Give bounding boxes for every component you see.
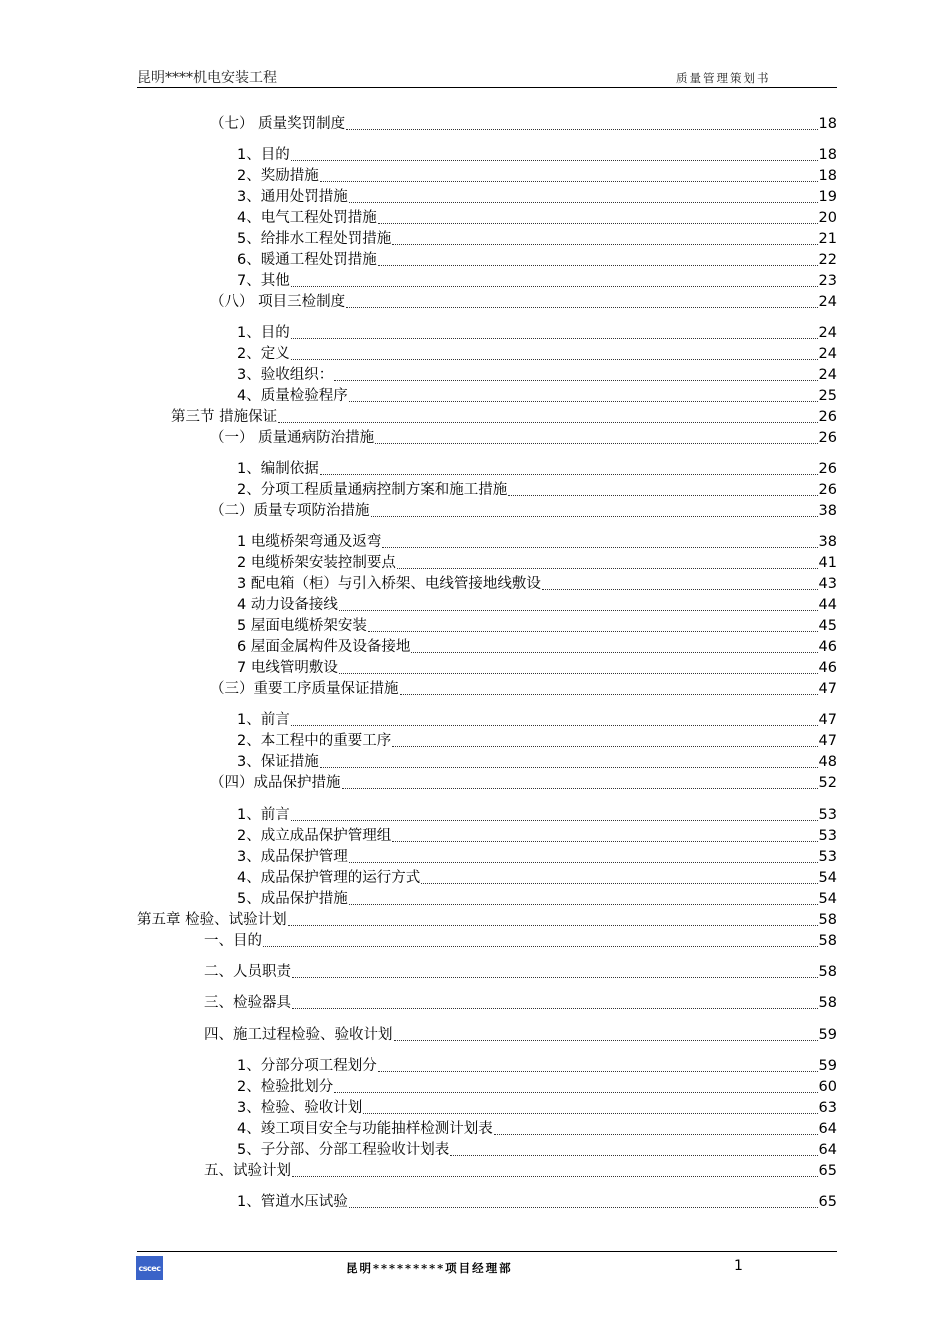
toc-entry-title: （八） 项目三检制度: [210, 294, 346, 310]
toc-leader-dots: [378, 222, 818, 224]
toc-leader-dots: [378, 264, 818, 266]
toc-entry: [237, 1140, 837, 1161]
toc-entry-title: 2 电缆桥架安装控制要点: [237, 555, 396, 571]
toc-entry-title: 3、成品保护管理: [237, 849, 348, 865]
toc-entry-title: 3、保证措施: [237, 754, 319, 770]
toc-leader-dots: [320, 473, 818, 475]
toc-leader-dots: [494, 1133, 818, 1135]
toc-entry-page: 65: [818, 1163, 837, 1179]
toc-leader-dots: [382, 546, 817, 548]
toc-entry-title: （一） 质量通病防治措施: [210, 430, 375, 446]
toc-leader-dots: [411, 651, 817, 653]
toc-entry-title: 2、检验批划分: [237, 1079, 334, 1095]
toc-entry-page: 26: [818, 461, 837, 477]
toc-entry: [210, 292, 837, 313]
toc-leader-dots: [291, 285, 818, 287]
toc-entry-page: 18: [818, 147, 837, 163]
toc-entry-title: 7 电线管明敷设: [237, 660, 338, 676]
toc-entry-page: 26: [818, 482, 837, 498]
toc-leader-dots: [349, 201, 818, 203]
toc-entry: [237, 459, 837, 480]
toc-entry: [237, 847, 837, 868]
toc-leader-dots: [278, 421, 817, 423]
toc-entry-title: 3、通用处罚措施: [237, 189, 348, 205]
toc-leader-dots: [339, 609, 818, 611]
toc-entry-page: 47: [818, 733, 837, 749]
toc-entry-title: 3、检验、验收计划: [237, 1100, 363, 1116]
toc-entry-page: 64: [818, 1121, 837, 1137]
toc-leader-dots: [291, 358, 818, 360]
toc-entry: [237, 344, 837, 365]
toc-entry-title: 3 配电箱（柜）与引入桥架、电线管接地线敷设: [237, 576, 541, 592]
toc-leader-dots: [291, 337, 818, 339]
toc-entry-title: 五、试验计划: [204, 1163, 291, 1179]
toc-entry-page: 41: [818, 555, 837, 571]
toc-leader-dots: [363, 1112, 817, 1114]
toc-leader-dots: [400, 693, 818, 695]
toc-entry-title: 2、成立成品保护管理组: [237, 828, 392, 844]
toc-entry-title: 4、电气工程处罚措施: [237, 210, 377, 226]
toc-leader-dots: [368, 630, 818, 632]
toc-entry: [237, 731, 837, 752]
toc-entry-page: 18: [818, 116, 837, 132]
toc-entry-page: 26: [818, 430, 837, 446]
toc-entry-title: 第五章 检验、试验计划: [137, 912, 287, 928]
toc-entry: [204, 993, 837, 1014]
toc-entry-title: 第三节 措施保证: [171, 409, 278, 425]
toc-leader-dots: [375, 442, 817, 444]
toc-entry-page: 48: [818, 754, 837, 770]
toc-entry-page: 54: [818, 891, 837, 907]
page-number: 1: [734, 1258, 743, 1274]
toc-entry: [237, 658, 837, 679]
toc-leader-dots: [291, 724, 818, 726]
toc-entry-title: 5、给排水工程处罚措施: [237, 231, 392, 247]
toc-entry-title: （二）质量专项防治措施: [210, 503, 370, 519]
toc-leader-dots: [542, 588, 818, 590]
toc-leader-dots: [263, 945, 818, 947]
toc-entry-page: 64: [818, 1142, 837, 1158]
toc-leader-dots: [371, 515, 818, 517]
toc-entry-title: （七） 质量奖罚制度: [210, 116, 346, 132]
toc-leader-dots: [292, 1007, 818, 1009]
toc-entry-page: 52: [818, 775, 837, 791]
toc-entry: [237, 271, 837, 292]
toc-entry-title: （四）成品保护措施: [210, 775, 341, 791]
toc-entry-title: 2、奖励措施: [237, 168, 319, 184]
toc-entry-title: 1、管道水压试验: [237, 1194, 348, 1210]
toc-entry-title: 1、编制依据: [237, 461, 319, 477]
toc-leader-dots: [378, 1070, 818, 1072]
toc-entry-page: 24: [818, 294, 837, 310]
toc-entry-page: 60: [818, 1079, 837, 1095]
toc-entry-title: 2、分项工程质量通病控制方案和施工措施: [237, 482, 508, 498]
toc-entry-page: 53: [818, 807, 837, 823]
toc-entry: [210, 114, 837, 135]
toc-entry: [237, 1098, 837, 1119]
toc-leader-dots: [342, 787, 818, 789]
toc-entry-page: 63: [818, 1100, 837, 1116]
toc-entry-page: 53: [818, 849, 837, 865]
toc-leader-dots: [334, 379, 817, 381]
toc-entry-page: 25: [818, 388, 837, 404]
toc-entry: [210, 428, 837, 449]
toc-entry: [204, 931, 837, 952]
toc-entry-title: 5、子分部、分部工程验收计划表: [237, 1142, 450, 1158]
toc-leader-dots: [392, 745, 817, 747]
toc-entry: [237, 229, 837, 250]
toc-leader-dots: [346, 128, 817, 130]
toc-leader-dots: [320, 766, 818, 768]
toc-entry-title: 1、分部分项工程划分: [237, 1058, 377, 1074]
toc-entry-page: 23: [818, 273, 837, 289]
toc-entry: [237, 868, 837, 889]
toc-leader-dots: [349, 400, 818, 402]
toc-entry-title: 4、成品保护管理的运行方式: [237, 870, 421, 886]
toc-entry-page: 38: [818, 503, 837, 519]
toc-entry: [237, 1119, 837, 1140]
toc-leader-dots: [320, 180, 818, 182]
toc-entry-page: 43: [818, 576, 837, 592]
toc-entry: [237, 889, 837, 910]
toc-entry-page: 54: [818, 870, 837, 886]
toc-entry-page: 22: [818, 252, 837, 268]
toc-entry: [237, 574, 837, 595]
toc-entry-title: 1、目的: [237, 325, 290, 341]
toc-leader-dots: [292, 1175, 818, 1177]
toc-entry-title: 三、检验器具: [204, 995, 291, 1011]
toc-entry-page: 21: [818, 231, 837, 247]
toc-leader-dots: [349, 1206, 818, 1208]
toc-entry-page: 58: [818, 912, 837, 928]
toc-entry-title: 3、验收组织：: [237, 367, 334, 383]
toc-leader-dots: [349, 861, 818, 863]
toc-entry-page: 53: [818, 828, 837, 844]
toc-entry-title: 1、前言: [237, 712, 290, 728]
toc-entry-title: 4、质量检验程序: [237, 388, 348, 404]
toc-entry-title: 6、暖通工程处罚措施: [237, 252, 377, 268]
toc-entry-title: 5 屋面电缆桥架安装: [237, 618, 367, 634]
toc-entry: [237, 187, 837, 208]
toc-entry-page: 44: [818, 597, 837, 613]
toc-entry-page: 45: [818, 618, 837, 634]
toc-entry: [137, 910, 837, 931]
toc-entry-page: 24: [818, 367, 837, 383]
footer-divider: [137, 1251, 837, 1252]
toc-leader-dots: [397, 567, 818, 569]
toc-entry: [237, 1077, 837, 1098]
toc-entry-page: 19: [818, 189, 837, 205]
toc-leader-dots: [392, 840, 817, 842]
toc-entry: [237, 616, 837, 637]
toc-entry: [204, 1161, 837, 1182]
toc-entry: [204, 1025, 837, 1046]
toc-entry-page: 26: [818, 409, 837, 425]
toc-entry-page: 46: [818, 660, 837, 676]
toc-entry: [237, 1056, 837, 1077]
toc-leader-dots: [450, 1154, 817, 1156]
toc-entry-page: 24: [818, 346, 837, 362]
toc-entry: [237, 480, 837, 501]
toc-entry: [237, 386, 837, 407]
toc-leader-dots: [334, 1091, 817, 1093]
toc-entry-page: 20: [818, 210, 837, 226]
toc-leader-dots: [349, 903, 818, 905]
header-doc-title: 质量管理策划书: [676, 71, 771, 85]
toc-leader-dots: [291, 159, 818, 161]
toc-entry-title: 4、竣工项目安全与功能抽样检测计划表: [237, 1121, 493, 1137]
toc-entry-page: 47: [818, 712, 837, 728]
toc-entry: [237, 365, 837, 386]
toc-entry-page: 59: [818, 1058, 837, 1074]
toc-entry-title: 1、目的: [237, 147, 290, 163]
toc-entry-page: 18: [818, 168, 837, 184]
toc-entry-page: 58: [818, 995, 837, 1011]
toc-entry: [210, 501, 837, 522]
toc-entry: [237, 166, 837, 187]
toc-entry-page: 24: [818, 325, 837, 341]
header-project-name: 昆明****机电安装工程: [137, 70, 277, 86]
toc-entry-page: 58: [818, 933, 837, 949]
toc-entry: [171, 407, 837, 428]
toc-leader-dots: [292, 976, 818, 978]
toc-leader-dots: [421, 882, 817, 884]
toc-entry-page: 47: [818, 681, 837, 697]
toc-entry: [237, 323, 837, 344]
toc-entry: [237, 826, 837, 847]
toc-entry-title: 四、施工过程检验、验收计划: [204, 1027, 393, 1043]
toc-entry: [237, 208, 837, 229]
toc-leader-dots: [288, 924, 818, 926]
toc-leader-dots: [392, 243, 817, 245]
toc-entry: [237, 637, 837, 658]
toc-entry: [237, 532, 837, 553]
toc-entry-page: 38: [818, 534, 837, 550]
toc-entry: [210, 773, 837, 794]
footer-department: 昆明*********项目经理部: [346, 1261, 513, 1275]
toc-entry-page: 65: [818, 1194, 837, 1210]
toc-entry-title: 1、前言: [237, 807, 290, 823]
toc-entry: [237, 553, 837, 574]
toc-leader-dots: [346, 306, 817, 308]
toc-entry-page: 46: [818, 639, 837, 655]
toc-entry: [237, 250, 837, 271]
toc-entry: [237, 1192, 837, 1213]
toc-entry-title: 6 屋面金属构件及设备接地: [237, 639, 411, 655]
toc-entry: [204, 962, 837, 983]
toc-entry-title: （三）重要工序质量保证措施: [210, 681, 399, 697]
toc-entry-title: 5、成品保护措施: [237, 891, 348, 907]
toc-entry: [237, 805, 837, 826]
toc-entry-page: 58: [818, 964, 837, 980]
toc-leader-dots: [291, 819, 818, 821]
toc-entry-title: 7、其他: [237, 273, 290, 289]
toc-entry: [237, 145, 837, 166]
toc-leader-dots: [394, 1039, 818, 1041]
toc-entry-title: 二、人员职责: [204, 964, 291, 980]
toc-entry-title: 2、本工程中的重要工序: [237, 733, 392, 749]
toc-entry-title: 1 电缆桥架弯通及返弯: [237, 534, 382, 550]
toc-entry: [237, 710, 837, 731]
company-logo-icon: cscec: [136, 1256, 163, 1280]
toc-entry: [210, 679, 837, 700]
toc-entry-title: 2、定义: [237, 346, 290, 362]
toc-entry: [237, 595, 837, 616]
toc-entry: [237, 752, 837, 773]
toc-leader-dots: [339, 672, 818, 674]
toc-leader-dots: [508, 494, 817, 496]
toc-entry-title: 4 动力设备接线: [237, 597, 338, 613]
toc-entry-page: 59: [818, 1027, 837, 1043]
toc-entry-title: 一、目的: [204, 933, 262, 949]
